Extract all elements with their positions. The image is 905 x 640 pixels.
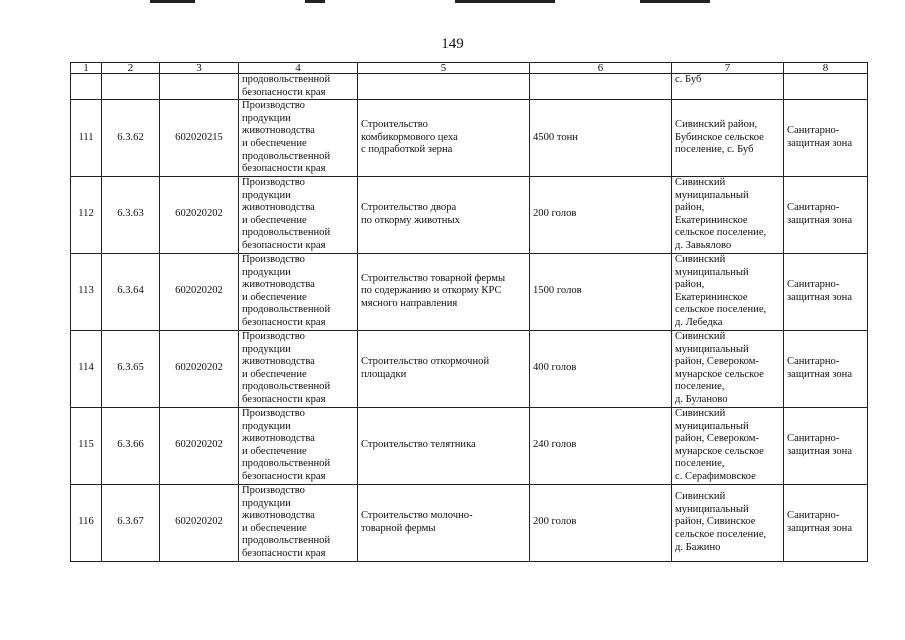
column-header: 5	[358, 63, 530, 74]
cell-empty	[71, 74, 102, 100]
column-header-row	[71, 63, 868, 74]
cell-row-number: 112	[71, 176, 102, 253]
scan-edge-line	[150, 0, 195, 3]
cell-object: Строительство откормочной площадки	[358, 330, 530, 407]
cell-object: Строительство товарной фермы по содержанию и откорму КРС мясного направления	[358, 253, 530, 330]
table-row	[71, 330, 868, 407]
cell-capacity: 4500 тонн	[530, 100, 672, 177]
cell-row-number: 115	[71, 407, 102, 484]
scan-edge-line	[455, 0, 555, 3]
cell-capacity: 200 голов	[530, 176, 672, 253]
cell-location: Сивинский муниципальный район, Североком- мунарское сельское поселение, д. Буланово	[672, 330, 784, 407]
column-header: 3	[160, 63, 239, 74]
cell-location: Сивинский муниципальный район, Екатерининское сельское поселение, д. Лебедка	[672, 253, 784, 330]
cell-zone: Санитарно- защитная зона	[784, 484, 868, 561]
cell-activity: Производство продукции животноводства и обеспечение продовольственной безопасности края	[239, 253, 358, 330]
cell-zone: Санитарно- защитная зона	[784, 330, 868, 407]
column-header: 8	[784, 63, 868, 74]
page-number: 149	[441, 36, 464, 52]
cell-classifier: 602020202	[160, 253, 239, 330]
column-header: 2	[102, 63, 160, 74]
continuation-row	[71, 74, 868, 100]
cell-location: Сивинский муниципальный район, Сивинское сельское поселение, д. Бажино	[672, 484, 784, 561]
cell-classifier: 602020215	[160, 100, 239, 177]
column-header: 1	[71, 63, 102, 74]
cell-classifier: 602020202	[160, 330, 239, 407]
table-row	[71, 253, 868, 330]
cell-activity: Производство продукции животноводства и обеспечение продовольственной безопасности края	[239, 100, 358, 177]
cell-activity: Производство продукции животноводства и обеспечение продовольственной безопасности края	[239, 330, 358, 407]
cell-row-number: 114	[71, 330, 102, 407]
table-row	[71, 176, 868, 253]
cell-classifier: 602020202	[160, 484, 239, 561]
cell-capacity: 400 голов	[530, 330, 672, 407]
cell-location: Сивинский муниципальный район, Североком- мунарское сельское поселение, с. Серафимовское	[672, 407, 784, 484]
cell-location: Сивинский муниципальный район, Екатерининское сельское поселение, д. Завьялово	[672, 176, 784, 253]
scan-edge-line	[305, 0, 325, 3]
cell-activity: продовольственной безопасности края	[239, 74, 358, 100]
cell-activity: Производство продукции животноводства и обеспечение продовольственной безопасности края	[239, 176, 358, 253]
table-row	[71, 100, 868, 177]
cell-empty	[160, 74, 239, 100]
column-header: 4	[239, 63, 358, 74]
cell-object: Строительство телятника	[358, 407, 530, 484]
cell-code: 6.3.62	[102, 100, 160, 177]
cell-location: с. Буб	[672, 74, 784, 100]
cell-activity: Производство продукции животноводства и обеспечение продовольственной безопасности края	[239, 484, 358, 561]
cell-capacity: 240 голов	[530, 407, 672, 484]
cell-capacity: 200 голов	[530, 484, 672, 561]
cell-code: 6.3.66	[102, 407, 160, 484]
cell-empty	[358, 74, 530, 100]
column-header: 7	[672, 63, 784, 74]
table-row	[71, 484, 868, 561]
cell-zone: Санитарно- защитная зона	[784, 407, 868, 484]
cell-row-number: 113	[71, 253, 102, 330]
objects-table	[70, 62, 868, 562]
cell-zone: Санитарно- защитная зона	[784, 253, 868, 330]
cell-activity: Производство продукции животноводства и обеспечение продовольственной безопасности края	[239, 407, 358, 484]
table-row	[71, 407, 868, 484]
column-header: 6	[530, 63, 672, 74]
cell-classifier: 602020202	[160, 407, 239, 484]
cell-object: Строительство двора по откорму животных	[358, 176, 530, 253]
cell-code: 6.3.64	[102, 253, 160, 330]
cell-row-number: 116	[71, 484, 102, 561]
cell-capacity: 1500 голов	[530, 253, 672, 330]
cell-row-number: 111	[71, 100, 102, 177]
cell-empty	[530, 74, 672, 100]
cell-object: Строительство молочно- товарной фермы	[358, 484, 530, 561]
cell-zone: Санитарно- защитная зона	[784, 100, 868, 177]
cell-empty	[102, 74, 160, 100]
cell-object: Строительство комбикормового цеха с подработкой зерна	[358, 100, 530, 177]
cell-location: Сивинский район, Бубинское сельское поселение, с. Буб	[672, 100, 784, 177]
cell-empty	[784, 74, 868, 100]
cell-code: 6.3.63	[102, 176, 160, 253]
cell-zone: Санитарно- защитная зона	[784, 176, 868, 253]
cell-code: 6.3.65	[102, 330, 160, 407]
cell-code: 6.3.67	[102, 484, 160, 561]
scan-edge-line	[640, 0, 710, 3]
cell-classifier: 602020202	[160, 176, 239, 253]
